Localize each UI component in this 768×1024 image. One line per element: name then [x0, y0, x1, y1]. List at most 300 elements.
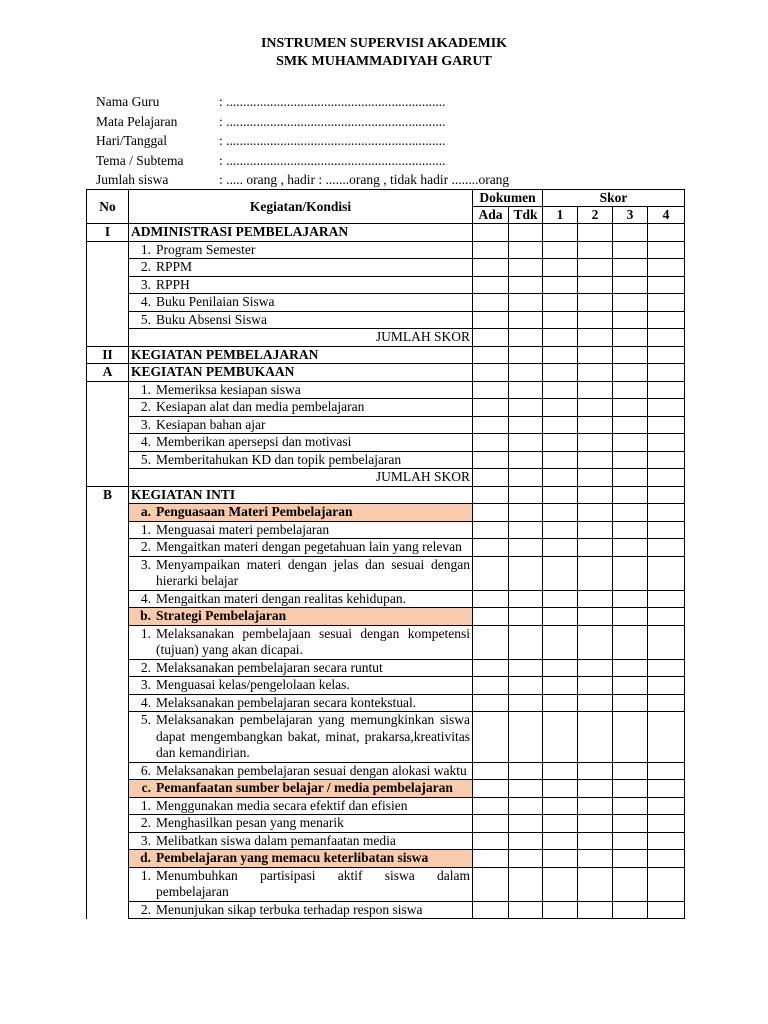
score-cell[interactable]	[543, 364, 578, 382]
list-item	[131, 277, 470, 294]
score-cell[interactable]	[648, 797, 685, 815]
item-number: 5.	[140, 712, 151, 727]
list-item	[131, 434, 470, 451]
item-number: 1.	[140, 797, 151, 813]
score-cell[interactable]	[578, 504, 613, 522]
score-cell[interactable]	[473, 329, 509, 347]
item-text: Menyampaikan materi dengan jelas dan sesuai dengan hierarki belajar	[156, 556, 470, 588]
score-cell[interactable]	[648, 539, 685, 557]
score-cell[interactable]	[578, 381, 613, 399]
subsection-strategi	[87, 608, 685, 626]
item-text: Memberikan apersepsi dan motivasi	[156, 434, 352, 449]
score-cell[interactable]	[543, 521, 578, 539]
field-value: : .................................................................	[219, 133, 446, 148]
section-row-inti	[87, 486, 685, 504]
score-cell[interactable]	[473, 590, 509, 608]
score-cell[interactable]	[613, 797, 648, 815]
score-cell[interactable]	[648, 867, 685, 901]
score-cell[interactable]	[613, 241, 648, 259]
score-cell[interactable]	[509, 780, 543, 798]
item-number: 1.	[140, 867, 151, 883]
score-cell[interactable]	[543, 504, 578, 522]
score-cell[interactable]	[613, 416, 648, 434]
document-title: INSTRUMEN SUPERVISI AKADEMIK	[260, 36, 508, 51]
score-cell[interactable]	[613, 590, 648, 608]
item-cell	[129, 311, 473, 329]
item-text: Melaksanakan pembelajaran secara kontekstual.	[156, 694, 417, 710]
supervision-table	[86, 189, 685, 919]
score-cell[interactable]	[613, 504, 648, 522]
score-cell[interactable]	[578, 797, 613, 815]
score-cell[interactable]	[509, 677, 543, 695]
subsection-letter: b.	[140, 608, 151, 623]
table-row	[87, 694, 685, 712]
score-cell[interactable]	[473, 224, 509, 242]
score-cell[interactable]	[578, 867, 613, 901]
score-cell[interactable]	[648, 608, 685, 626]
table-row	[87, 712, 685, 763]
score-cell[interactable]	[578, 677, 613, 695]
score-cell[interactable]	[509, 590, 543, 608]
score-cell[interactable]	[648, 832, 685, 850]
score-cell[interactable]	[509, 504, 543, 522]
score-cell[interactable]	[473, 608, 509, 626]
field-value: : .................................................................	[219, 94, 446, 109]
section-row-pembukaan	[87, 364, 685, 382]
score-cell[interactable]	[473, 381, 509, 399]
item-number: 2.	[140, 901, 151, 917]
score-cell[interactable]	[543, 486, 578, 504]
table-row	[87, 399, 685, 417]
score-cell[interactable]	[543, 832, 578, 850]
score-cell[interactable]	[543, 850, 578, 868]
score-cell[interactable]	[509, 311, 543, 329]
header-no: No	[87, 190, 129, 224]
header-skor: Skor	[543, 190, 685, 207]
score-cell[interactable]	[473, 832, 509, 850]
table-row	[87, 677, 685, 695]
score-cell[interactable]	[648, 399, 685, 417]
item-cell	[129, 797, 473, 815]
score-cell[interactable]	[509, 815, 543, 833]
score-cell[interactable]	[648, 451, 685, 469]
score-cell[interactable]	[648, 259, 685, 277]
score-cell[interactable]	[613, 539, 648, 557]
score-cell[interactable]	[509, 901, 543, 919]
score-cell[interactable]	[578, 850, 613, 868]
score-cell[interactable]	[473, 241, 509, 259]
score-cell[interactable]	[509, 712, 543, 763]
item-text: Mengaitkan materi dengan pegetahuan lain yang relevan	[156, 539, 462, 554]
score-cell[interactable]	[578, 901, 613, 919]
score-cell[interactable]	[613, 677, 648, 695]
list-item	[131, 660, 470, 677]
score-cell[interactable]	[613, 311, 648, 329]
score-cell[interactable]	[578, 259, 613, 277]
score-cell[interactable]	[613, 276, 648, 294]
list-item	[131, 677, 470, 694]
score-cell[interactable]	[578, 659, 613, 677]
item-text: Menghasilkan pesan yang menarik	[156, 815, 344, 830]
score-cell[interactable]	[613, 469, 648, 487]
score-cell[interactable]	[648, 241, 685, 259]
score-cell[interactable]	[473, 539, 509, 557]
identity-fields	[96, 92, 509, 190]
score-cell[interactable]	[648, 329, 685, 347]
score-cell[interactable]	[543, 346, 578, 364]
list-item	[131, 763, 470, 780]
score-cell[interactable]	[473, 399, 509, 417]
score-cell[interactable]	[509, 539, 543, 557]
score-cell[interactable]	[543, 867, 578, 901]
score-cell[interactable]	[578, 694, 613, 712]
score-cell[interactable]	[613, 381, 648, 399]
score-cell[interactable]	[473, 815, 509, 833]
score-cell[interactable]	[473, 451, 509, 469]
list-item	[131, 591, 470, 608]
score-cell[interactable]	[509, 797, 543, 815]
score-cell[interactable]	[509, 486, 543, 504]
score-cell[interactable]	[648, 469, 685, 487]
score-cell[interactable]	[509, 434, 543, 452]
header-ada: Ada	[473, 207, 509, 224]
score-cell[interactable]	[613, 521, 648, 539]
score-cell[interactable]	[578, 399, 613, 417]
score-cell[interactable]	[578, 311, 613, 329]
score-cell[interactable]	[543, 625, 578, 659]
item-text: Melaksanakan pembelajaan sesuai dengan kompetensi (tujuan) yang akan dicapai.	[156, 625, 470, 657]
score-cell[interactable]	[543, 590, 578, 608]
item-text: Menunjukan sikap terbuka terhadap respon siswa	[156, 901, 423, 917]
score-cell[interactable]	[509, 399, 543, 417]
score-cell[interactable]	[613, 712, 648, 763]
score-cell[interactable]	[543, 815, 578, 833]
score-cell[interactable]	[648, 677, 685, 695]
item-number: 4.	[140, 694, 151, 710]
table-row	[87, 539, 685, 557]
item-number: 1.	[140, 521, 151, 537]
score-cell[interactable]	[613, 625, 648, 659]
score-cell[interactable]	[578, 416, 613, 434]
score-cell[interactable]	[578, 521, 613, 539]
score-cell[interactable]	[578, 762, 613, 780]
score-cell[interactable]	[509, 451, 543, 469]
score-cell[interactable]	[578, 625, 613, 659]
score-cell[interactable]	[473, 504, 509, 522]
item-cell	[129, 294, 473, 312]
score-cell[interactable]	[509, 625, 543, 659]
item-text: Melibatkan siswa dalam pemanfaatan media	[156, 832, 396, 848]
score-cell[interactable]	[473, 694, 509, 712]
item-cell	[129, 867, 473, 901]
score-cell[interactable]	[648, 780, 685, 798]
score-cell[interactable]	[613, 832, 648, 850]
score-cell[interactable]	[578, 712, 613, 763]
score-cell[interactable]	[578, 539, 613, 557]
score-cell[interactable]	[648, 364, 685, 382]
score-cell[interactable]	[613, 224, 648, 242]
subsection-heading	[131, 780, 470, 797]
score-cell[interactable]	[613, 259, 648, 277]
score-cell[interactable]	[509, 294, 543, 312]
score-cell[interactable]	[473, 677, 509, 695]
item-number: 2.	[140, 815, 151, 830]
score-cell[interactable]	[648, 659, 685, 677]
score-cell[interactable]	[509, 241, 543, 259]
subsection-media	[87, 780, 685, 798]
list-item	[131, 798, 470, 815]
score-cell[interactable]	[648, 416, 685, 434]
score-cell[interactable]	[648, 276, 685, 294]
score-cell[interactable]	[543, 399, 578, 417]
score-cell[interactable]	[473, 797, 509, 815]
score-cell[interactable]	[543, 712, 578, 763]
score-cell[interactable]	[613, 850, 648, 868]
subsection-title	[129, 780, 473, 798]
score-cell[interactable]	[473, 364, 509, 382]
item-number: 3.	[140, 556, 151, 572]
score-cell[interactable]	[648, 381, 685, 399]
score-cell[interactable]	[543, 381, 578, 399]
score-cell[interactable]	[648, 224, 685, 242]
score-cell[interactable]	[473, 469, 509, 487]
score-cell[interactable]	[473, 762, 509, 780]
score-cell[interactable]	[473, 556, 509, 590]
item-text: Buku Penilaian Siswa	[156, 294, 275, 309]
score-cell[interactable]	[509, 850, 543, 868]
section-spacer	[87, 381, 129, 486]
score-cell[interactable]	[509, 832, 543, 850]
score-cell[interactable]	[473, 780, 509, 798]
score-cell[interactable]	[509, 694, 543, 712]
header-kegiatan: Kegiatan/Kondisi	[129, 190, 473, 224]
score-cell[interactable]	[543, 797, 578, 815]
score-cell[interactable]	[509, 329, 543, 347]
list-item	[131, 868, 470, 901]
score-cell[interactable]	[648, 694, 685, 712]
score-cell[interactable]	[543, 294, 578, 312]
score-cell[interactable]	[509, 259, 543, 277]
item-number: 1.	[140, 241, 151, 257]
score-cell[interactable]	[509, 469, 543, 487]
subsection-title	[129, 504, 473, 522]
header-skor-3: 3	[613, 207, 648, 224]
score-cell[interactable]	[543, 780, 578, 798]
score-cell[interactable]	[473, 521, 509, 539]
score-cell[interactable]	[509, 608, 543, 626]
score-cell[interactable]	[648, 625, 685, 659]
score-cell[interactable]	[509, 416, 543, 434]
subsection-heading	[131, 850, 470, 867]
list-item	[131, 312, 470, 329]
score-cell[interactable]	[578, 556, 613, 590]
score-cell[interactable]	[543, 451, 578, 469]
score-cell[interactable]	[543, 469, 578, 487]
score-cell[interactable]	[543, 901, 578, 919]
score-cell[interactable]	[473, 486, 509, 504]
list-item	[131, 695, 470, 712]
score-cell[interactable]	[509, 556, 543, 590]
score-cell[interactable]	[578, 608, 613, 626]
item-number: 2.	[140, 399, 151, 414]
score-cell[interactable]	[613, 486, 648, 504]
score-cell[interactable]	[473, 625, 509, 659]
score-cell[interactable]	[509, 762, 543, 780]
score-cell[interactable]	[648, 311, 685, 329]
score-cell[interactable]	[509, 867, 543, 901]
score-cell[interactable]	[473, 294, 509, 312]
score-cell[interactable]	[473, 434, 509, 452]
score-cell[interactable]	[613, 556, 648, 590]
item-text: Melaksanakan pembelajaran secara runtut	[156, 659, 383, 675]
item-text: Memeriksa kesiapan siswa	[156, 381, 301, 397]
score-cell[interactable]	[613, 762, 648, 780]
score-cell[interactable]	[613, 346, 648, 364]
score-cell[interactable]	[578, 329, 613, 347]
score-cell[interactable]	[578, 241, 613, 259]
item-cell	[129, 556, 473, 590]
score-cell[interactable]	[613, 434, 648, 452]
section-number: A	[87, 364, 129, 382]
list-item	[131, 539, 470, 556]
score-cell[interactable]	[578, 294, 613, 312]
score-cell[interactable]	[543, 762, 578, 780]
subsection-letter: c.	[141, 780, 151, 795]
score-cell[interactable]	[648, 486, 685, 504]
field-mata-pelajaran	[96, 112, 509, 132]
score-cell[interactable]	[578, 590, 613, 608]
score-cell[interactable]	[509, 659, 543, 677]
score-cell[interactable]	[543, 659, 578, 677]
list-item	[131, 242, 470, 259]
score-cell[interactable]	[473, 712, 509, 763]
score-cell[interactable]	[613, 815, 648, 833]
score-cell[interactable]	[543, 259, 578, 277]
score-cell[interactable]	[648, 815, 685, 833]
score-cell[interactable]	[648, 590, 685, 608]
score-cell[interactable]	[613, 780, 648, 798]
score-cell[interactable]	[578, 486, 613, 504]
score-cell[interactable]	[613, 659, 648, 677]
score-cell[interactable]	[648, 901, 685, 919]
item-number: 4.	[140, 294, 151, 309]
score-cell[interactable]	[509, 521, 543, 539]
score-cell[interactable]	[543, 311, 578, 329]
list-item	[131, 712, 470, 762]
field-value: : .................................................................	[219, 113, 446, 129]
table-row	[87, 590, 685, 608]
score-cell[interactable]	[648, 504, 685, 522]
score-cell[interactable]	[648, 294, 685, 312]
score-cell[interactable]	[648, 762, 685, 780]
score-cell[interactable]	[509, 381, 543, 399]
score-cell[interactable]	[613, 329, 648, 347]
score-cell[interactable]	[473, 276, 509, 294]
score-cell[interactable]	[578, 469, 613, 487]
score-cell[interactable]	[648, 556, 685, 590]
item-cell	[129, 259, 473, 277]
score-cell[interactable]	[543, 241, 578, 259]
score-cell[interactable]	[543, 608, 578, 626]
score-cell[interactable]	[613, 694, 648, 712]
score-cell[interactable]	[543, 694, 578, 712]
subsection-text: Pemanfaatan sumber belajar / media pembelajaran	[156, 780, 453, 795]
score-cell[interactable]	[578, 815, 613, 833]
score-cell[interactable]	[578, 364, 613, 382]
item-cell	[129, 832, 473, 850]
score-cell[interactable]	[648, 850, 685, 868]
score-cell[interactable]	[543, 224, 578, 242]
score-cell[interactable]	[578, 346, 613, 364]
score-cell[interactable]	[648, 521, 685, 539]
subsection-text: Strategi Pembelajaran	[156, 608, 287, 623]
score-cell[interactable]	[473, 867, 509, 901]
item-cell	[129, 241, 473, 259]
item-cell	[129, 399, 473, 417]
score-cell[interactable]	[473, 259, 509, 277]
score-cell[interactable]	[648, 712, 685, 763]
item-cell	[129, 659, 473, 677]
score-cell[interactable]	[473, 659, 509, 677]
score-cell[interactable]	[578, 276, 613, 294]
score-cell[interactable]	[473, 311, 509, 329]
item-cell	[129, 590, 473, 608]
score-cell[interactable]	[578, 224, 613, 242]
score-cell[interactable]	[613, 867, 648, 901]
score-cell[interactable]	[578, 451, 613, 469]
field-jumlah-siswa	[96, 170, 509, 190]
item-cell	[129, 712, 473, 763]
table-header-row	[87, 190, 685, 207]
score-cell[interactable]	[509, 276, 543, 294]
score-cell[interactable]	[648, 434, 685, 452]
section-title: KEGIATAN INTI	[129, 486, 473, 504]
score-cell[interactable]	[473, 416, 509, 434]
score-cell[interactable]	[473, 901, 509, 919]
score-cell[interactable]	[648, 346, 685, 364]
score-cell[interactable]	[509, 224, 543, 242]
total-row	[87, 329, 685, 347]
score-cell[interactable]	[613, 294, 648, 312]
score-cell[interactable]	[543, 556, 578, 590]
score-cell[interactable]	[543, 416, 578, 434]
score-cell[interactable]	[543, 539, 578, 557]
item-number: 4.	[140, 434, 151, 449]
score-cell[interactable]	[473, 850, 509, 868]
section-spacer	[87, 241, 129, 346]
total-row	[87, 469, 685, 487]
score-cell[interactable]	[613, 364, 648, 382]
score-cell[interactable]	[473, 346, 509, 364]
list-item	[131, 815, 470, 832]
score-cell[interactable]	[613, 399, 648, 417]
subsection-heading	[131, 608, 470, 625]
list-item	[131, 399, 470, 416]
score-cell[interactable]	[613, 451, 648, 469]
score-cell[interactable]	[509, 346, 543, 364]
field-label: Jumlah siswa	[96, 172, 169, 187]
score-cell[interactable]	[613, 608, 648, 626]
score-cell[interactable]	[578, 832, 613, 850]
score-cell[interactable]	[509, 364, 543, 382]
score-cell[interactable]	[543, 276, 578, 294]
score-cell[interactable]	[543, 329, 578, 347]
score-cell[interactable]	[578, 780, 613, 798]
score-cell[interactable]	[543, 434, 578, 452]
score-cell[interactable]	[578, 434, 613, 452]
score-cell[interactable]	[613, 901, 648, 919]
score-cell[interactable]	[543, 677, 578, 695]
